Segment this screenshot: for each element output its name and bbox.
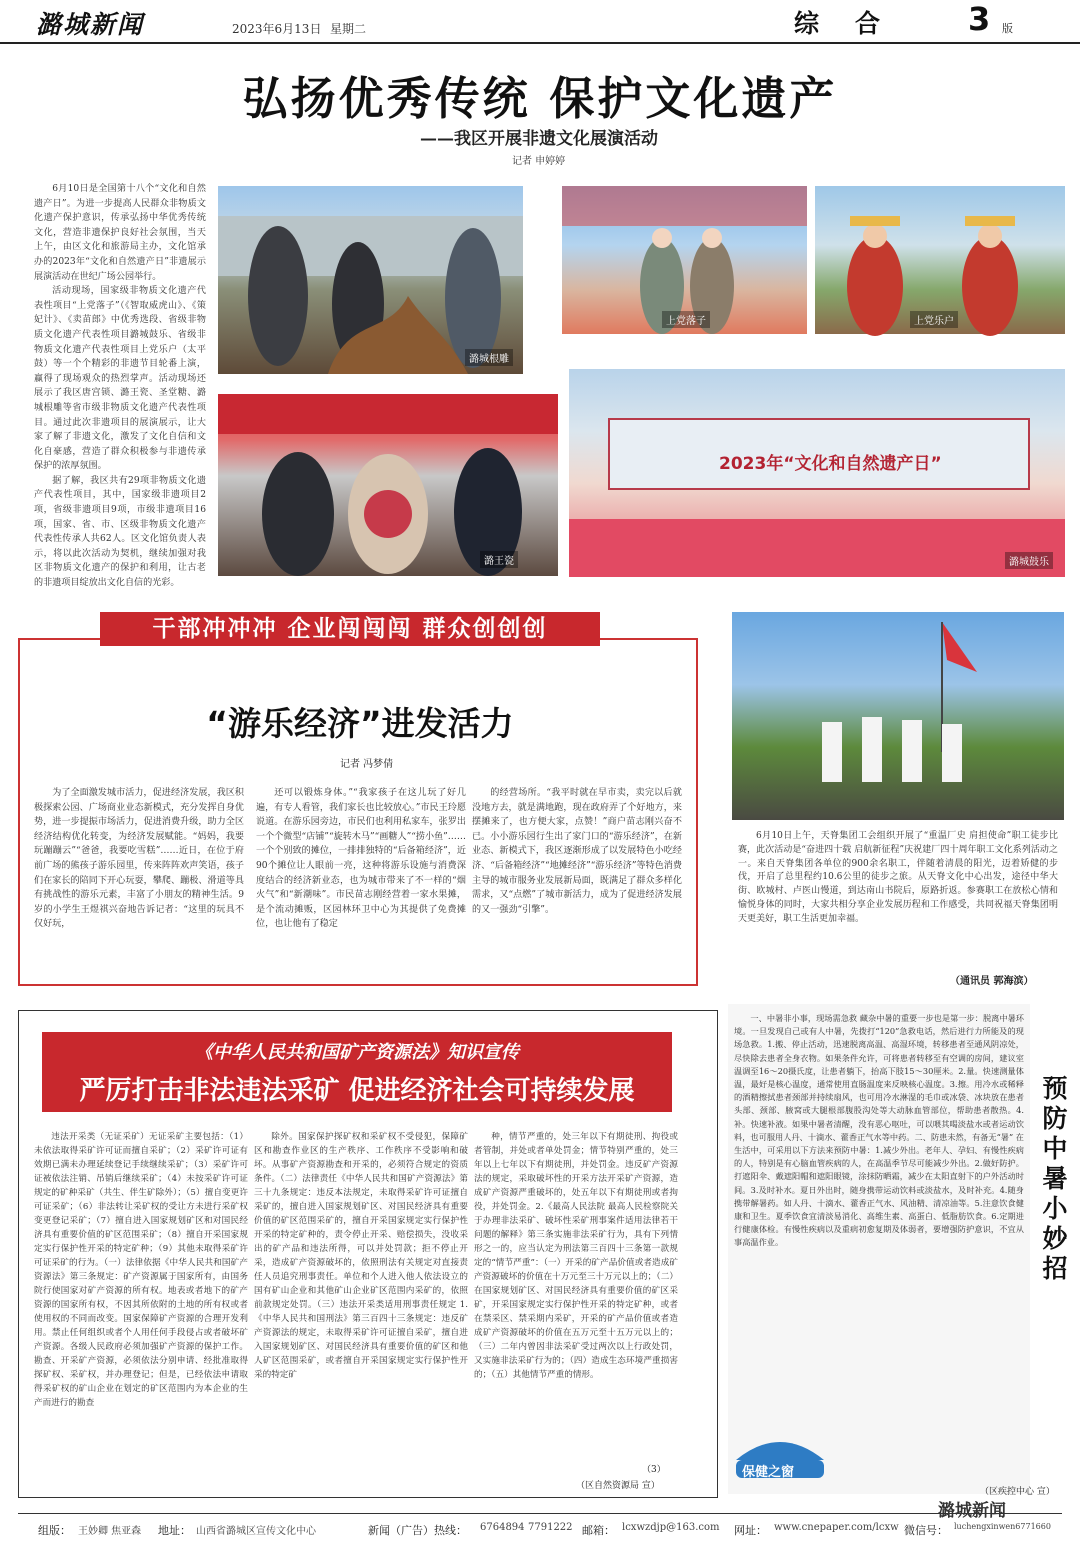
footer-address: 山西省潞城区宣传文化中心: [196, 1526, 316, 1537]
photo-drum-troupe: [569, 369, 1065, 577]
article4-part: （3）: [642, 1465, 666, 1475]
article1-paragraph: 6月10日是全国第十八个“文化和自然遗产日”。为进一步提高人民群众非物质文化遗产保护意识，传承弘扬中华优秀传统文化，营造非遗保护良好社会氛围，当天上午，由区文化和旅游局主办，文化馆承办的2023年“文化和自然遗产日”非遗展示展演活动在世纪广场公园举行。: [34, 184, 206, 282]
page-label: 版: [1002, 22, 1013, 35]
footer-editor-label: 组版：: [38, 1524, 71, 1537]
footer-address-label: 地址：: [158, 1524, 191, 1537]
article2-paragraph: 的经营场所。“我平时就在早市卖，卖完以后就没地方去，就是满地跑，现在政府弄了个好地方，来摆摊来了，也方便大家，点赞！”商户苗志刚兴奋不已。小小游乐园行生出了家门口的“游乐经济”，在新业态、新模式下，我区逐渐形成了以发展特色小吃经济、“后备箱经济”“地摊经济”“游乐经济”等特色消费主导的城市服务业发展新局面，既满足了群众多样化需求，又“点燃”了城市新活力，成为了促进经济发展的又一强劲“引擎”。: [472, 788, 682, 915]
photo-caption: 潞王瓷: [480, 551, 518, 568]
photo-opera: [562, 186, 807, 334]
article4-credit: （区自然资源局 宣）: [576, 1481, 660, 1491]
main-byline: 记者 申婷婷: [512, 156, 566, 167]
watermark: 潞城新闻: [938, 1501, 1006, 1521]
article1-paragraph: 据了解，我区共有29项非物质文化遗产代表性项目，其中，国家级非遗项目2项，省级非遗项目9项，市级非遗项目16项，国家、省、市、区级非物质文化遗产代表性传承人共62人。区文化馆负责人表示，将以此次活动为契机，继续加强对我区非物质文化遗产的保护和利用，让古老的非遗项目绽放出文化自信的光彩。: [34, 475, 206, 589]
stage-banner-text: 2023年“文化和自然遗产日”: [719, 454, 942, 474]
section-name: 综合: [794, 9, 917, 38]
footer-email: lcxwzdjp@163.com: [622, 1522, 720, 1533]
issue-date: 2023年6月13日: [232, 22, 322, 36]
article1-paragraph: 活动现场，国家级非物质文化遗产代表性项目“上党落子”（《智取威虎山》、《策妃计》、《卖苗郎》中优秀选段、省级非物质文化遗产代表性项目潞城鼓乐、省级非物质文化遗产代表性项目上党乐户（太平鼓）等一个个精彩的非遗节目轮番上演，赢得了现场观众的热烈掌声。活动现场还展示了我区唐宫锁、潞王瓷、圣堂糖、潞城根雕等省市级非物质文化遗产代表性项目。通过此次非遗项目的展演展示，让大家了解了非遗文化，激发了文化自信和文化自豪感，营造了群众积极参与非遗传承保护的浓厚氛围。: [34, 286, 206, 472]
footer-wechat: luchengxinwen6771660: [954, 1522, 1051, 1531]
photo-caption: 上党落子: [662, 311, 710, 328]
article2-paragraph: 还可以锻炼身体。”“我家孩子在这儿玩了好几遍，有专人看管，我们家长也比较放心。”市民王玲愿说道。在游乐园旁边，市民们也利用私家车，张罗出一个个微型“店铺”“旋转木马”“画糖人”“捞小鱼”……一个个别致的摊位，一排排独特的“后备箱经济”，近90个摊位让人眼前一亮，这种将游乐设施与消费深度结合的经济新业态，也为城市带来了不一样的“烟火气”和“新潮味”。市民苗志刚经营着一家水果摊，是个流动摊贩，区园林环卫中心为其提供了免费摊位，也让他有了稳定: [256, 788, 466, 930]
article3-credit: （通讯员 郭海滨）: [950, 976, 1034, 987]
article4-paragraph: 种，情节严重的，处三年以下有期徒刑、拘役或者管制，并处或者单处罚金；情节特别严重的，处三年以上七年以下有期徒刑，并处罚金。违反矿产资源法的规定，采取破坏性的开采方法开采矿产资源，造成矿产资源严重破坏的，处五年以下有期徒刑或者拘役，并处罚金。2.《最高人民法院 最高人民检察院关于办理非法采矿、破坏性采矿刑事案件适用法律若干问题的解释》第三条实施非法采矿行为，具有下列情形之一的，应当认定为刑法第三百四十三条第一款规定的“情节严重”：（一）开采的矿产品价值或者造成矿产资源破坏的价值在十万元至三十万元以上的；（二）在国家规划矿区、对国民经济具有重要价值的矿区采矿，开采国家规定实行保护性开采的特定矿种，或者在禁采区、禁采期内采矿，开采的矿产品价值或者造成矿产资源破坏的价值在五万元至十五万元以上的；（三）二年内曾因非法采矿受过两次以上行政处罚，又实施非法采矿行为的；（四）造成生态环境严重损害的；（五）其他情节严重的情形。: [474, 1132, 678, 1380]
footer-wechat-label: 微信号：: [904, 1524, 948, 1537]
footer-hotline-1: 6764894: [480, 1522, 525, 1533]
article1-text: [34, 182, 206, 589]
footer: [18, 1513, 1062, 1539]
footer-hotline-2: 7791222: [528, 1522, 573, 1533]
article4-headline: 严厉打击非法违法采矿 促进经济社会可持续发展: [79, 1076, 635, 1106]
article5-body: [734, 1012, 1024, 1420]
photo-hike-art: [732, 612, 1064, 820]
photo-root-carving: [218, 186, 523, 374]
health-window-logo-text: 保健之窗: [742, 1465, 795, 1480]
footer-editor: 王妙卿 焦亚森: [78, 1526, 142, 1537]
photo-caption: 上党乐户: [910, 311, 958, 328]
footer-email-label: 邮箱：: [582, 1524, 615, 1537]
page-number: 3: [968, 0, 991, 38]
health-window-logo: [732, 1430, 828, 1480]
article2-headline: “游乐经济”进发活力: [206, 704, 514, 743]
article4-col3: [474, 1130, 678, 1460]
photo-band: [815, 186, 1065, 334]
article2-col2: [256, 786, 466, 976]
photo-caption: 潞城根雕: [465, 349, 513, 366]
article3-paragraph: 6月10日上午，天脊集团工会组织开展了“重温厂史 肩担使命”职工徒步比赛，此次活动是“奋进四十载 启航新征程”庆祝建厂四十周年职工文化系列活动之一。来自天脊集团各单位的900余名职工，伴随着清晨的阳光，迈着矫健的步伐，开启了总里程约10.6公里的徒步之旅。从天脊文化中心出发，途径中华大街、欧城村、卢医山慢道，到达南山书院后，原路折返。参赛职工在放松心情和愉悦身体的同时，大家共相分享企业发展历程和工作感受，共同祝福天脊集团明天更美好，职工生活更加幸福。: [738, 831, 1058, 924]
article2-paragraph: 为了全面激发城市活力，促进经济发展，我区积极探索公园、广场商业业态新模式，充分发挥自身优势，进一步提振市场活力，促进消费升级，助力全区经济结构优化转变，为经济发展赋能。“妈妈，我要玩蹦蹦云”“爸爸，我要吃雪糕”……近日，在位于府前广场的熊孩子游乐园里，传来阵阵欢声笑语，孩子们在家长的陪同下开心玩耍，攀爬、蹦极、滑道等具有挑战性的游乐元素，丰富了小朋友的精神生活。9岁的小学生王煜祺兴奋地告诉记者：“这里的玩具不仅好玩，: [34, 788, 244, 930]
article5-paragraph: 一、中暑非小事，现场需急救 藏杂中暑的重要一步也是第一步：脱离中暑环境。一旦发现自己或有人中暑，先拨打“120”急救电话，然后进行力所能及的现场急救。1.搬、停止活动，迅速脱离高温、高湿环境，转移患者至通风阴凉处，尽快除去患者全身衣物。如果条件允许，可将患者转移至有空调的房间，建议室温调至16～20摄氏度，让患者躺下，抬高下肢15～30厘米。2.量。快速测量体温，最好是核心温度，通常使用直肠温度来反映核心温度。3.擦。用冷水或稀释的酒精擦拭患者颈部并持续扇风，也可用冷水淋湿的毛巾或冰袋、冰块放在患者头部、颈部、腋窝或大腿根部腹股沟处等大动脉血管部位，帮助患者散热。4.补。快速补液。如果中暑者清醒，没有恶心呕吐，可以喂其喝淡盐水或者运动饮料，也可服用人丹、十滴水、藿香正气水等中药。二、防患未然，有备无“暑” 在生活中，可采用以下方法来预防中暑：1.减少外出。老年人、孕妇、有慢性疾病的人，特别是有心脑血管疾病的人，在高温季节尽可能减少外出。2.做好防护。打遮阳伞、戴遮阳帽和遮阳眼镜，涂抹防晒霜，减少在太阳直射下的户外活动时间。3.及时补水。夏日外出时，随身携带运动饮料或淡盐水，及时补充。4.随身携带解暑药。如人丹、十滴水、藿香正气水、风油精、清凉油等。5.注意饮食健康和卫生。夏季饮食宜清淡易消化、高维生素、高蛋白、低脂肪饮食。6.定期进行健康体检。有慢性疾病以及重病初愈复期及体弱者，要增强防护意识，不宜从事高温作业。: [734, 1013, 1024, 1248]
main-subhead: ——我区开展非遗文化展演活动: [420, 129, 658, 149]
photo-hike: [732, 612, 1064, 820]
article2-col1: [34, 786, 244, 976]
article3-caption: [738, 830, 1058, 960]
article2-series-title: 干部冲冲冲 企业闯闯闯 群众创创创: [100, 612, 600, 646]
article4-paragraph: 除外。国家保护探矿权和采矿权不受侵犯，保障矿区和勘查作业区的生产秩序、工作秩序不受影响和破坏。从事矿产资源勘查和开采的，必须符合规定的资质条件。（二）法律责任《中华人民共和国矿产资源法》第三十九条规定：违反本法规定，未取得采矿许可证擅自采矿的，擅自进入国家规划矿区、对国民经济具有重要价值的矿区范围采矿的，擅自开采国家规定实行保护性开采的特定矿种的，责令停止开采、赔偿损失，没收采出的矿产品和违法所得，可以并处罚款；拒不停止开采，造成矿产资源破坏的，依照刑法有关规定对直接责任人员追究刑事责任。单位和个人进入他人依法设立的国有矿山企业和其他矿山企业矿区范围内采矿的，依照前款规定处罚。（三）违法开采类适用刑事责任规定 1.《中华人民共和国刑法》第三百四十三条规定：违反矿产资源法的规定，未取得采矿许可证擅自采矿，擅自进入国家规划矿区、对国民经济具有重要价值的矿区和他人矿区范围采矿，或者擅自开采国家规定实行保护性开采的特定矿: [254, 1132, 468, 1380]
article2-byline: 记者 冯梦倩: [340, 759, 394, 770]
article4-col2: [254, 1130, 468, 1480]
article4-label: 《中华人民共和国矿产资源法》知识宣传: [195, 1042, 519, 1063]
article5-credit: （区疾控中心 宣）: [980, 1487, 1055, 1497]
photo-root-carving-art: [218, 186, 523, 374]
issue-weekday: 星期二: [330, 22, 367, 36]
photo-porcelain-art: [218, 394, 558, 576]
article4-banner: [42, 1032, 672, 1112]
footer-website-label: 网址：: [734, 1524, 767, 1537]
photo-caption: 潞城鼓乐: [1005, 552, 1053, 569]
main-headline: 弘扬优秀传统 保护文化遗产: [242, 72, 838, 125]
footer-hotline-label: 新闻（广告）热线：: [368, 1524, 467, 1537]
article2-col3: [472, 786, 682, 976]
footer-website: www.cnepaper.com/lcxw: [774, 1522, 899, 1533]
article5-title: 预防中暑小妙招: [1042, 1074, 1068, 1283]
newspaper-logo: 潞城新闻: [36, 10, 145, 39]
article4-paragraph: 违法开采类（无证采矿）无证采矿主要包括：（1）未依法取得采矿许可证而擅自采矿；（2）采矿许可证有效期已满未办理延续登记手续继续采矿；（3）采矿许可证被依法注销、吊销后继续采矿；（4）未按采矿许可证规定的矿种采矿（共生、伴生矿除外）；（5）擅自变更许可证采矿；（6）非法转让采矿权的受让方未进行采矿权变更登记采矿；（7）擅自进入国家规划矿区和对国民经济具有重要价值的矿区范围采矿；（8）擅自开采国家规定实行保护性开采的特定矿种；（9）其他未取得采矿许可证采矿的行为。（一）法律依据《中华人民共和国矿产资源法》第三条规定：矿产资源属于国家所有，由国务院行使国家对矿产资源的所有权。地表或者地下的矿产资源的国家所有权，不因其所依附的土地的所有权或者使用权的不同而改变。国家保障矿产资源的合理开发利用。禁止任何组织或者个人用任何手段侵占或者破坏矿产资源。各级人民政府必须加强矿产资源的保护工作。勘查、开采矿产资源，必须依法分别申请、经批准取得探矿权、采矿权，并办理登记；但是，已经依法申请取得采矿权的矿山企业在划定的矿区范围内为本企业的生产而进行的勘查: [34, 1132, 248, 1408]
masthead: [0, 0, 1080, 44]
photo-porcelain: [218, 394, 558, 576]
article4-col1: [34, 1130, 248, 1480]
